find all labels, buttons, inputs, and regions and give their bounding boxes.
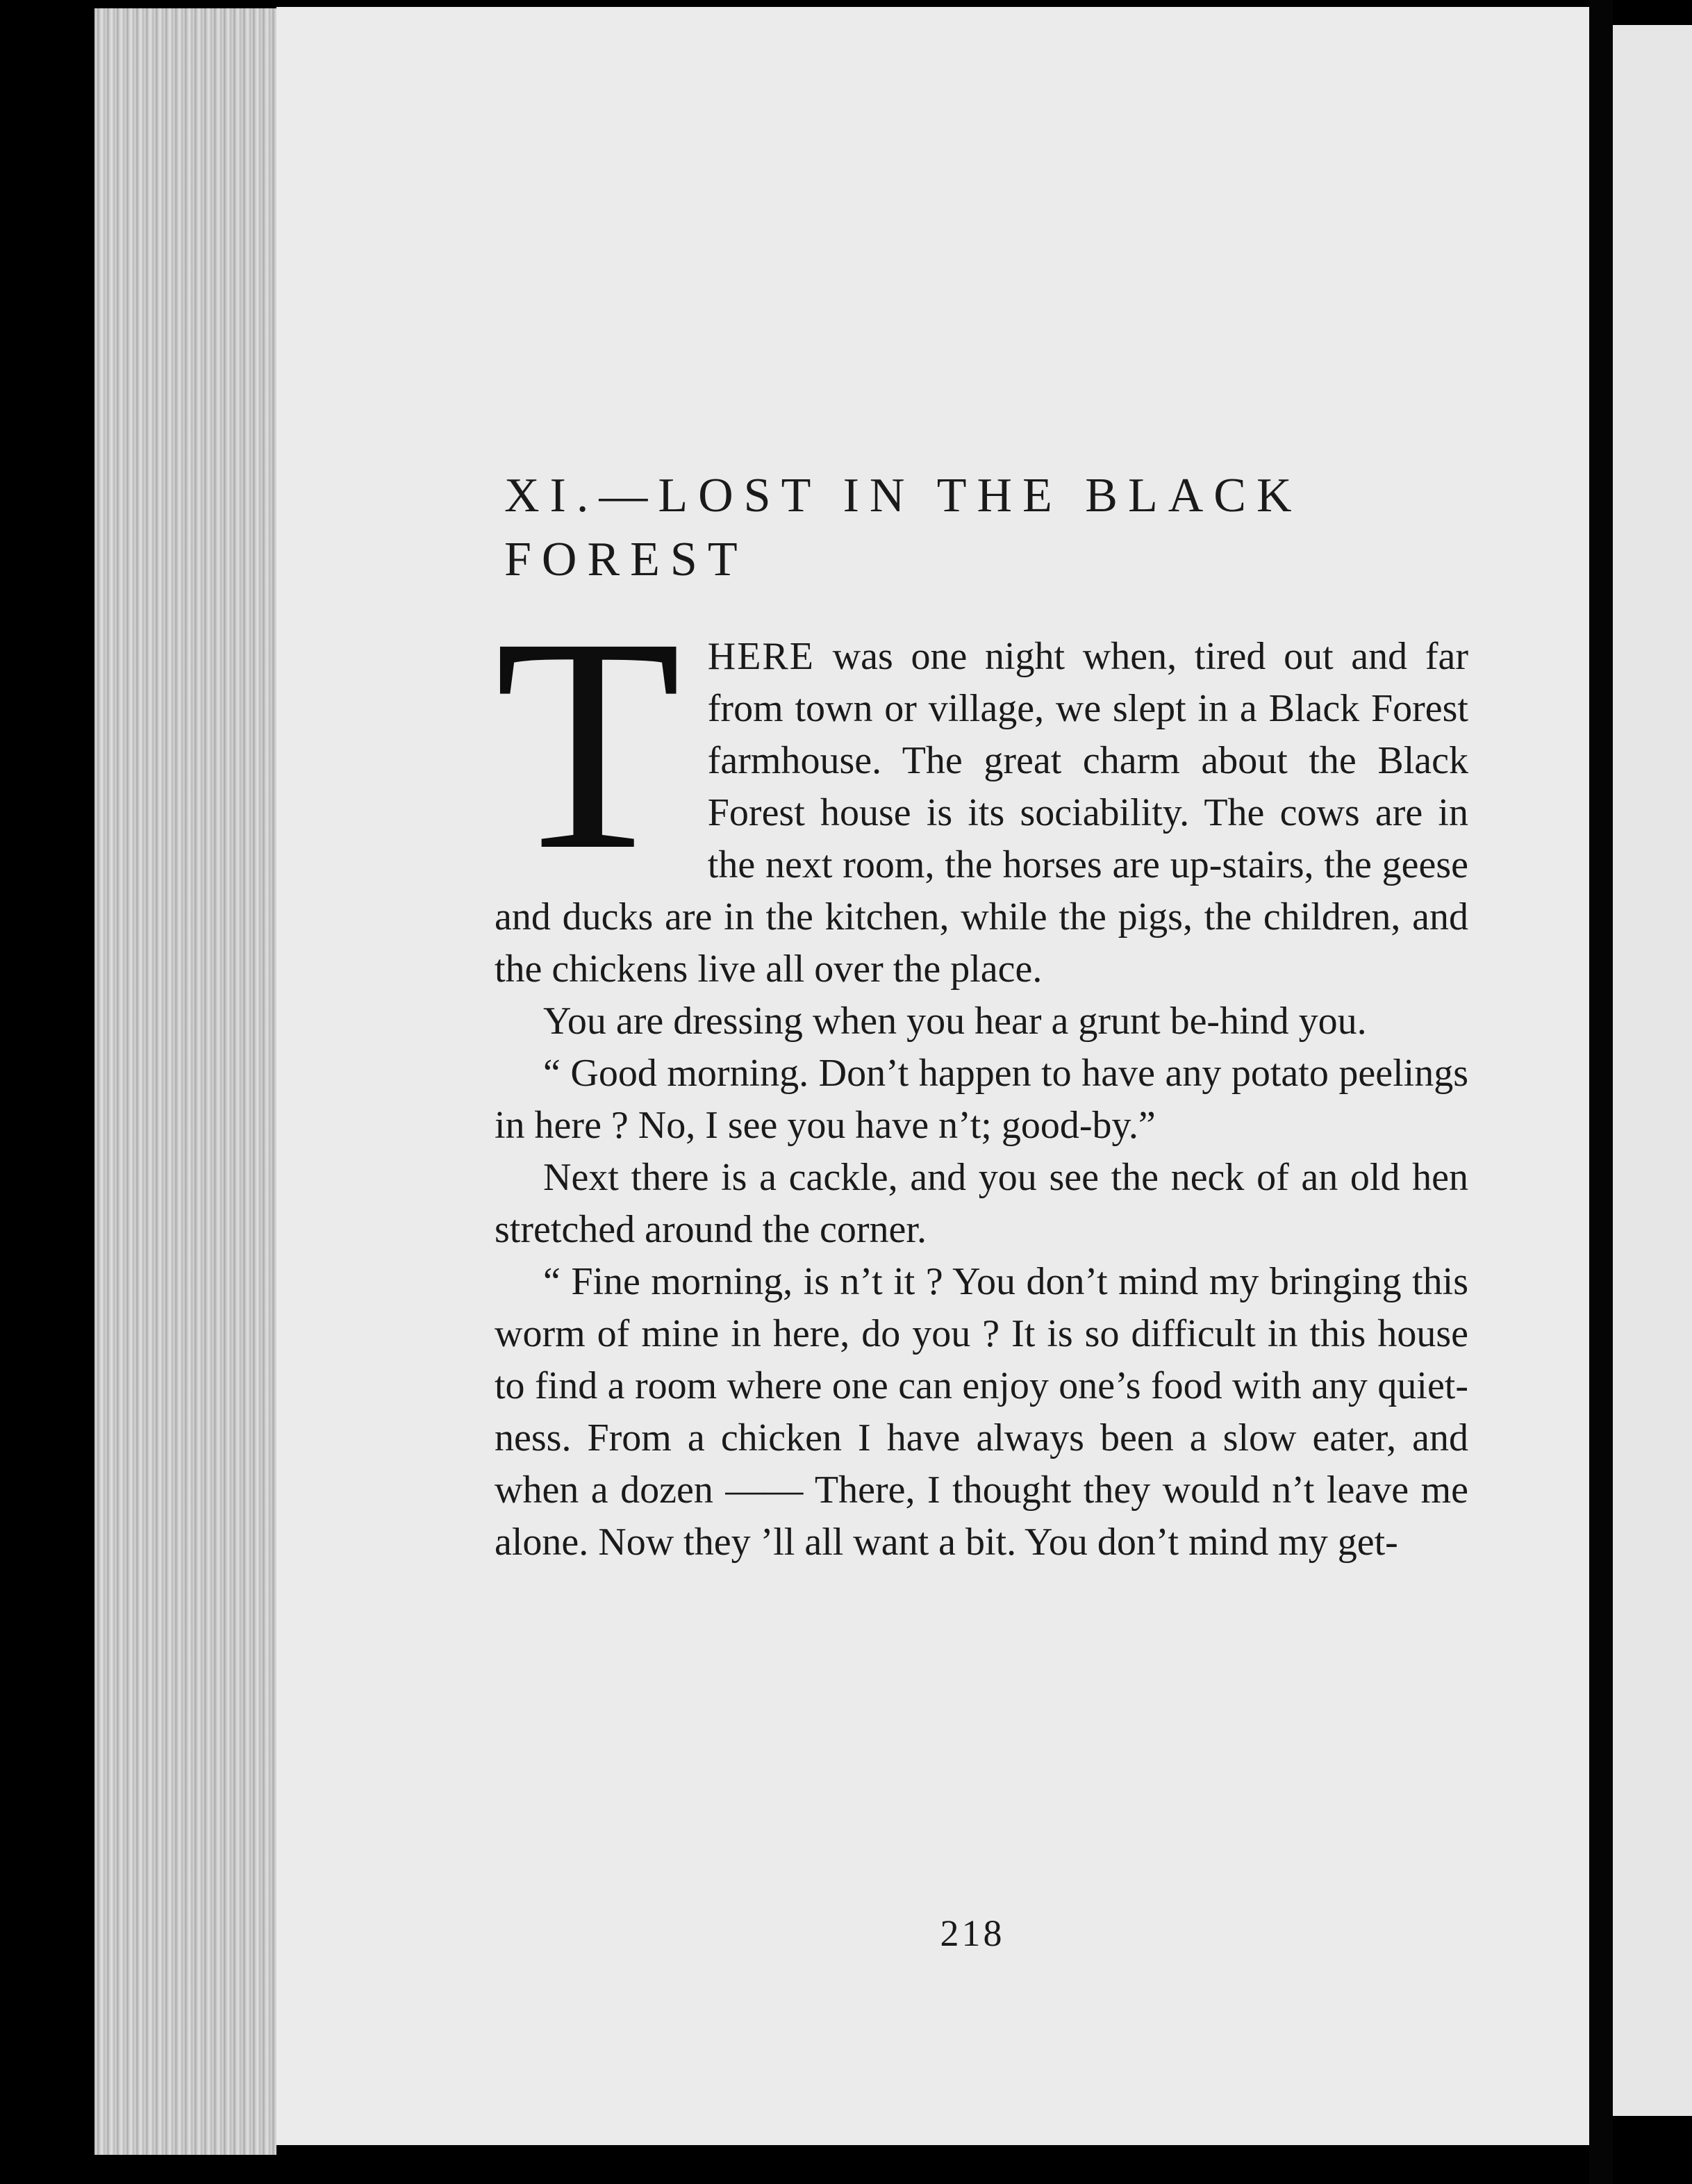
chapter-title	[504, 464, 1546, 592]
chapter-title-line-2: FOREST	[504, 533, 748, 586]
page-number: 218	[940, 1912, 1005, 1954]
drop-cap: T	[495, 575, 681, 913]
lead-in-word: HERE	[707, 635, 815, 678]
paragraph-text: was one night when, tired out and far from town or village, we slept in a Black Forest farmhouse. The great charm about the Black Forest house is its sociability. The cows are in the next room, the horses are up-stairs, the geese and ducks are in the kitchen, while the pigs, the children, and the chickens live all over the place.	[495, 635, 1468, 991]
paragraph: Next there is a cackle, and you see the neck of an old hen stretched around the corner.	[495, 1156, 1468, 1251]
paragraph: You are dressing when you hear a grunt be-hind you.	[543, 1000, 1367, 1043]
chapter-title-line-1: XI.—LOST IN THE BLACK	[504, 469, 1302, 522]
paragraph	[495, 575, 1468, 995]
book-gutter	[1589, 0, 1613, 2184]
page-edges	[94, 8, 276, 2155]
facing-page-edge	[1613, 25, 1692, 2116]
paragraph: “ Fine morning, is n’t it ? You don’t mind my bringing this worm of mine in here, do you ? It is so difficult in this house to find a room where one can enjoy one’s food with any quiet-ness. From a chicken I have always been a slow eater, and when a dozen —— There, I thought they would n’t leave me alone. Now they ’ll all want a bit. You don’t mind my get-	[495, 1260, 1468, 1564]
chapter-body	[495, 575, 1468, 1569]
paragraph: “ Good morning. Don’t happen to have any potato peelings in here ? No, I see you have n’t; good-by.”	[495, 1052, 1468, 1147]
